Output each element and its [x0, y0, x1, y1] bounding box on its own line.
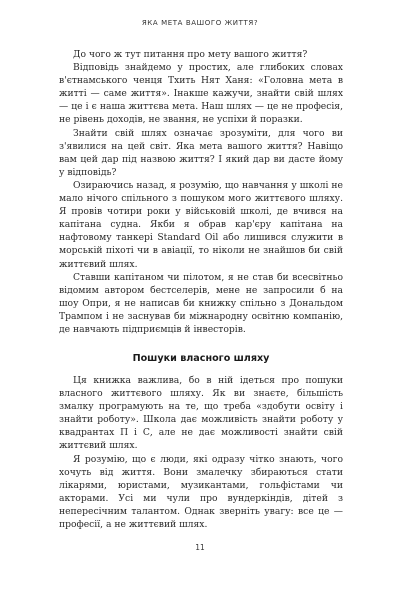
paragraph: Я розумію, що є люди, які одразу чітко знають, чого хочуть від життя. Вони змалечку збираються стати лікарями, юристами, музикантами, гольфістами чи акторами. Усі ми чули про вундеркіндів, дітей з непересічним талантом. Однак зверніть увагу: все це — професії, а не життєвий шлях. — [59, 453, 343, 531]
paragraph: Ця книжка важлива, бо в ній ідеться про пошуки власного життєвого шляху. Як ви знаєте, більшість змалку програмують на те, що треба «здобути освіту і знайти роботу». Школа дає можливість знайти роботу у квадрантах П і С, але не дає можливості знайти свій життєвий шлях. — [59, 375, 343, 452]
bottom-text-block — [59, 374, 343, 531]
paragraph: Озираючись назад, я розумію, що навчання у школі не мало нічого спільного з пошуком мого життєвого шляху. Я провів чотири роки у військовій школі, де вчився на капітана судна. Якби я обрав кар'єру капітана на нафтовому танкері Standard Oil або лишився служити в морській піхоті чи в авіації, то ніколи не знайшов би свій життєвий шлях. — [59, 179, 343, 270]
paragraph: Ставши капітаном чи пілотом, я не став би всесвітньо відомим автором бестселерів, мене не запросили б на шоу Опри, я не написав би книжку спільно з Дональдом Трампом і не заснував би міжнародну освітню компанію, де навчають підприємців й інвесторів. — [59, 271, 343, 335]
page-number: 11 — [195, 543, 205, 552]
top-text-block — [59, 48, 343, 336]
section-heading: Пошуки власного шляху — [132, 353, 270, 364]
running-head: ЯКА МЕТА ВАШОГО ЖИТТЯ? — [141, 19, 259, 27]
paragraph: Відповідь знайдемо у простих, але глибоких словах в'єтнамського ченця Тхить Нят Ханя: «Головна мета в житті — саме життя». Інакше кажучи, знайти свій шлях — це і є наша життєва мета. Наш шлях — це не професія, не рівень доходів, не звання, не успіхи й поразки. — [59, 62, 343, 126]
paragraph: До чого ж тут питання про мету вашого життя? — [73, 49, 308, 60]
paragraph: Знайти свій шлях означає зрозуміти, для чого ви з'явилися на цей світ. Яка мета вашого життя? Навіщо вам цей дар під назвою життя? І який дар ви дасте йому у відповідь? — [59, 127, 343, 178]
